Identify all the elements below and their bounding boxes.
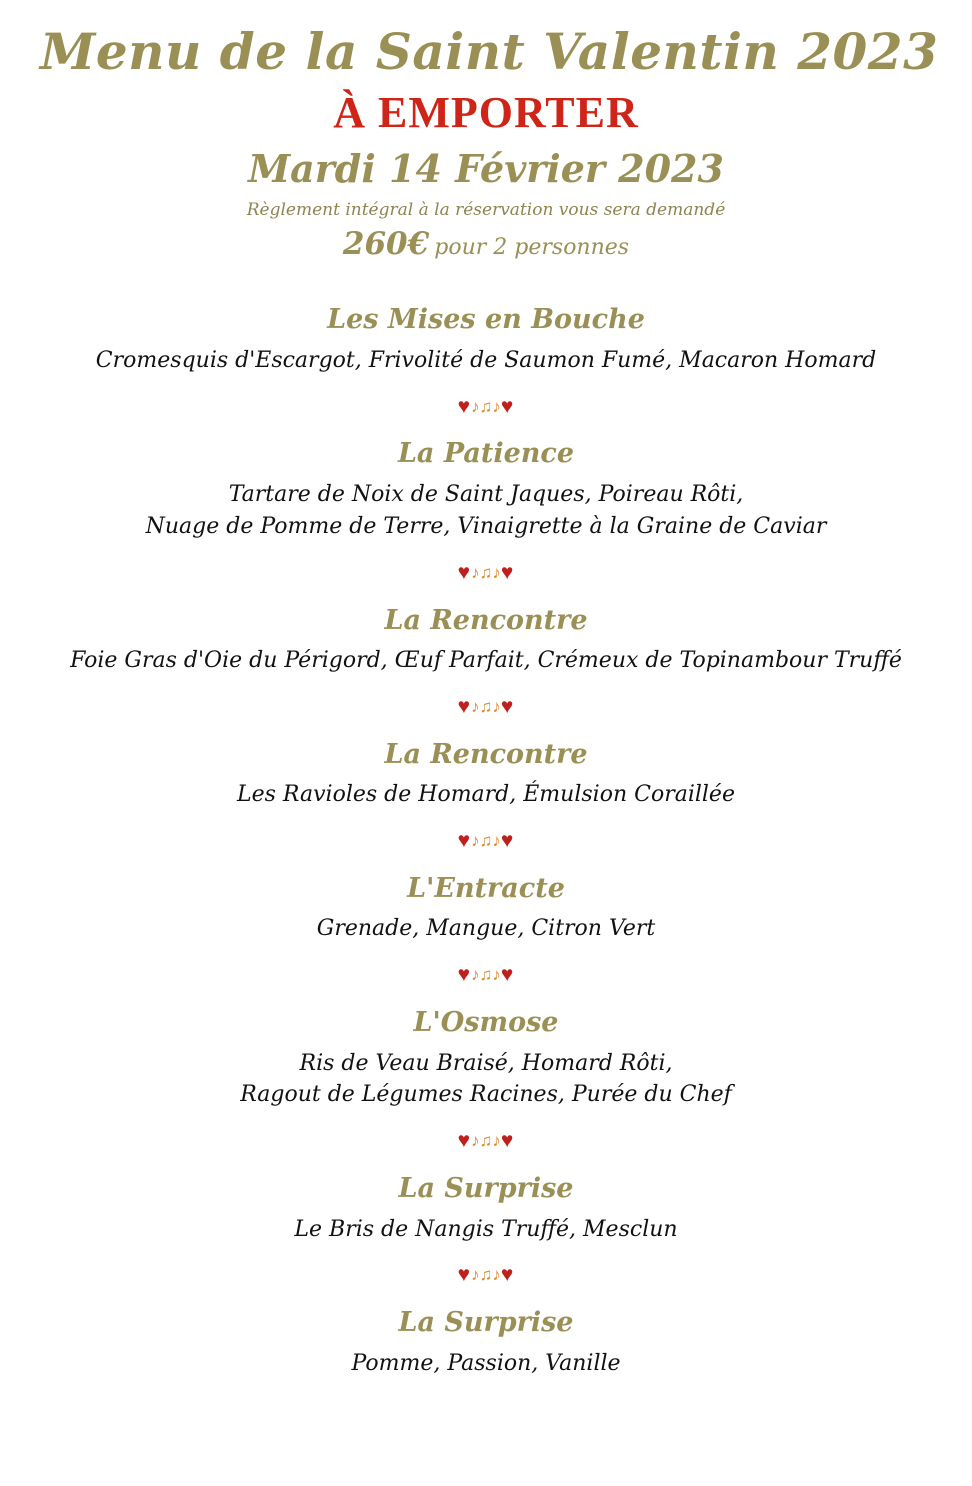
price-line xyxy=(40,226,932,262)
course-description xyxy=(40,479,932,543)
section-divider xyxy=(40,829,932,851)
heart-icon: ♥ xyxy=(457,1128,472,1153)
music-notes-icon: ♪♫♪ xyxy=(471,830,501,850)
course-description-line: Pomme, Passion, Vanille xyxy=(351,1350,621,1376)
takeaway-title: À EMPORTER xyxy=(333,88,639,137)
course-description xyxy=(40,913,932,945)
course-description-line: Ragout de Légumes Racines, Purée du Chef xyxy=(240,1082,732,1108)
section-divider xyxy=(40,1263,932,1285)
payment-note: Règlement intégral à la réservation vous sera demandé xyxy=(246,200,726,221)
heart-icon: ♥ xyxy=(500,1128,515,1153)
music-notes-icon: ♪♫♪ xyxy=(471,562,501,582)
heart-icon: ♥ xyxy=(500,962,515,987)
course-title: Les Mises en Bouche xyxy=(327,304,645,336)
section-divider xyxy=(40,1129,932,1151)
section-divider xyxy=(40,395,932,417)
course-description-line: Cromesquis d'Escargot, Frivolité de Saumon Fumé, Macaron Homard xyxy=(95,347,877,373)
heart-icon: ♥ xyxy=(457,559,472,584)
course-title: La Patience xyxy=(397,438,575,470)
course-title: La Surprise xyxy=(398,1173,574,1205)
course-description xyxy=(40,779,932,811)
section-divider xyxy=(40,561,932,583)
course-description xyxy=(40,345,932,377)
heart-icon: ♥ xyxy=(457,962,472,987)
menu-date: Mardi 14 Février 2023 xyxy=(248,145,724,191)
heart-icon: ♥ xyxy=(457,693,472,718)
course-item xyxy=(40,873,932,945)
section-divider xyxy=(40,695,932,717)
heart-icon: ♥ xyxy=(500,393,515,418)
course-description-line: Le Bris de Nangis Truffé, Mesclun xyxy=(294,1216,678,1242)
heart-icon: ♥ xyxy=(500,693,515,718)
music-notes-icon: ♪♫♪ xyxy=(471,1265,501,1285)
heart-icon: ♥ xyxy=(457,393,472,418)
music-notes-icon: ♪♫♪ xyxy=(471,965,501,985)
course-item xyxy=(40,438,932,542)
course-description xyxy=(40,1048,932,1112)
course-title: La Surprise xyxy=(398,1307,574,1339)
music-notes-icon: ♪♫♪ xyxy=(471,696,501,716)
course-description xyxy=(40,1214,932,1246)
course-description xyxy=(40,645,932,677)
course-description xyxy=(40,1348,932,1380)
course-item xyxy=(40,1173,932,1245)
heart-icon: ♥ xyxy=(500,827,515,852)
course-item xyxy=(40,605,932,677)
course-item xyxy=(40,304,932,376)
heart-icon: ♥ xyxy=(500,1262,515,1287)
page-title: Menu de la Saint Valentin 2023 xyxy=(40,22,939,81)
course-description-line: Les Ravioles de Homard, Émulsion Coraillée xyxy=(237,782,735,808)
course-item xyxy=(40,739,932,811)
course-description-line: Ris de Veau Braisé, Homard Rôti, xyxy=(299,1050,673,1076)
course-item xyxy=(40,1007,932,1111)
heart-icon: ♥ xyxy=(500,559,515,584)
course-description-line: Nuage de Pomme de Terre, Vinaigrette à la Graine de Caviar xyxy=(145,513,827,539)
price-amount: 260€ xyxy=(342,226,430,263)
heart-icon: ♥ xyxy=(457,827,472,852)
course-title: L'Osmose xyxy=(413,1007,559,1039)
heart-icon: ♥ xyxy=(457,1262,472,1287)
music-notes-icon: ♪♫♪ xyxy=(471,1131,501,1151)
course-item xyxy=(40,1307,932,1379)
course-description-line: Foie Gras d'Oie du Périgord, Œuf Parfait, Crémeux de Topinambour Truffé xyxy=(70,647,902,673)
course-title: La Rencontre xyxy=(384,604,588,636)
music-notes-icon: ♪♫♪ xyxy=(471,396,501,416)
price-per-persons: pour 2 personnes xyxy=(434,235,630,261)
section-divider xyxy=(40,963,932,985)
course-title: La Rencontre xyxy=(384,738,588,770)
course-description-line: Grenade, Mangue, Citron Vert xyxy=(316,916,656,942)
course-description-line: Tartare de Noix de Saint Jaques, Poireau Rôti, xyxy=(228,481,744,507)
course-title: L'Entracte xyxy=(407,872,565,904)
course-list xyxy=(40,304,932,1379)
